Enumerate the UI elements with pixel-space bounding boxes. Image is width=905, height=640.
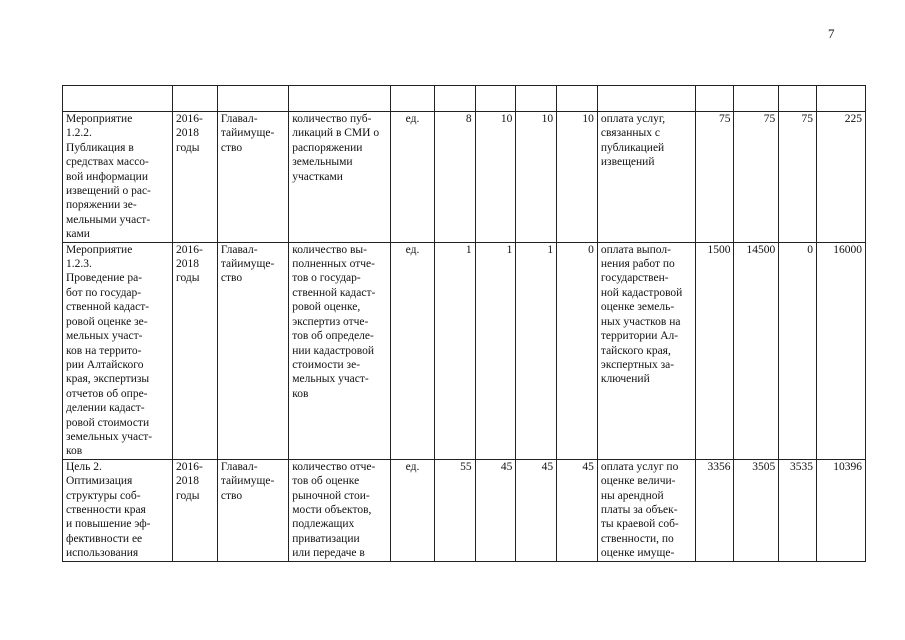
empty-cell [557,86,598,112]
funding-cell: 3356 [695,459,734,561]
indicator-cell: количество вы- полненных отче- тов о государ- ственной кадаст- ровой оценке, экспертиз отче- тов об определе- нии кадастровой стоимости зе- мельных участ- ков [289,242,391,459]
unit-cell: ед. [391,242,435,459]
value-cell: 8 [434,112,475,243]
executor-cell: Главал- тайимуще- ство [217,459,288,561]
table-row [63,242,866,459]
value-cell: 10 [516,112,557,243]
value-cell: 55 [434,459,475,561]
funding-total-cell: 16000 [816,242,865,459]
executor-cell: Главал- тайимуще- ство [217,112,288,243]
table-row [63,459,866,561]
measure-cell: Мероприятие 1.2.2. Публикация в средствах массо- вой информации извещений о рас- поряжении зе- мельными участ- ками [63,112,173,243]
value-cell: 1 [434,242,475,459]
expense-cell: оплата выпол- нения работ по государствен- ной кадастровой оценке земель- ных участков на территории Ал- тайского края, экспертных за- ключений [597,242,695,459]
empty-cell [434,86,475,112]
empty-cell [779,86,817,112]
empty-cell [289,86,391,112]
funding-cell: 75 [779,112,817,243]
funding-total-cell: 10396 [816,459,865,561]
funding-total-cell: 225 [816,112,865,243]
period-cell: 2016- 2018 годы [173,112,218,243]
unit-cell: ед. [391,112,435,243]
indicator-cell: количество отче- тов об оценке рыночной стои- мости объектов, подлежащих приватизации или передаче в [289,459,391,561]
indicator-cell: количество пуб- ликаций в СМИ о распоряжении земельными участками [289,112,391,243]
empty-cell [816,86,865,112]
measure-cell: Цель 2. Оптимизация структуры соб- ственности края и повышение эф- фективности ее использования [63,459,173,561]
empty-cell [391,86,435,112]
empty-cell [217,86,288,112]
unit-cell: ед. [391,459,435,561]
measure-cell: Мероприятие 1.2.3. Проведение ра- бот по государ- ственной кадаст- ровой оценке зе- мельных участ- ков на террито- рии Алтайского края, экспертизы отчетов об опре- делении кадаст- ровой стоимости земельных участ- ков [63,242,173,459]
program-measures-table [62,85,866,562]
value-cell: 0 [557,242,598,459]
empty-cell [597,86,695,112]
value-cell: 10 [475,112,516,243]
empty-cell [173,86,218,112]
value-cell: 1 [516,242,557,459]
funding-cell: 14500 [734,242,779,459]
table-row [63,112,866,243]
empty-cell [63,86,173,112]
funding-cell: 3505 [734,459,779,561]
value-cell: 45 [516,459,557,561]
empty-cell [734,86,779,112]
header-continuation-row [63,86,866,112]
period-cell: 2016- 2018 годы [173,459,218,561]
period-cell: 2016- 2018 годы [173,242,218,459]
funding-cell: 75 [695,112,734,243]
funding-cell: 0 [779,242,817,459]
expense-cell: оплата услуг по оценке величи- ны арендной платы за объек- ты краевой соб- ственности, по оценке имуще- [597,459,695,561]
empty-cell [475,86,516,112]
funding-cell: 75 [734,112,779,243]
value-cell: 10 [557,112,598,243]
empty-cell [695,86,734,112]
funding-cell: 3535 [779,459,817,561]
expense-cell: оплата услуг, связанных с публикацией извещений [597,112,695,243]
value-cell: 1 [475,242,516,459]
value-cell: 45 [475,459,516,561]
empty-cell [516,86,557,112]
page-number: 7 [828,26,835,41]
value-cell: 45 [557,459,598,561]
funding-cell: 1500 [695,242,734,459]
executor-cell: Главал- тайимуще- ство [217,242,288,459]
